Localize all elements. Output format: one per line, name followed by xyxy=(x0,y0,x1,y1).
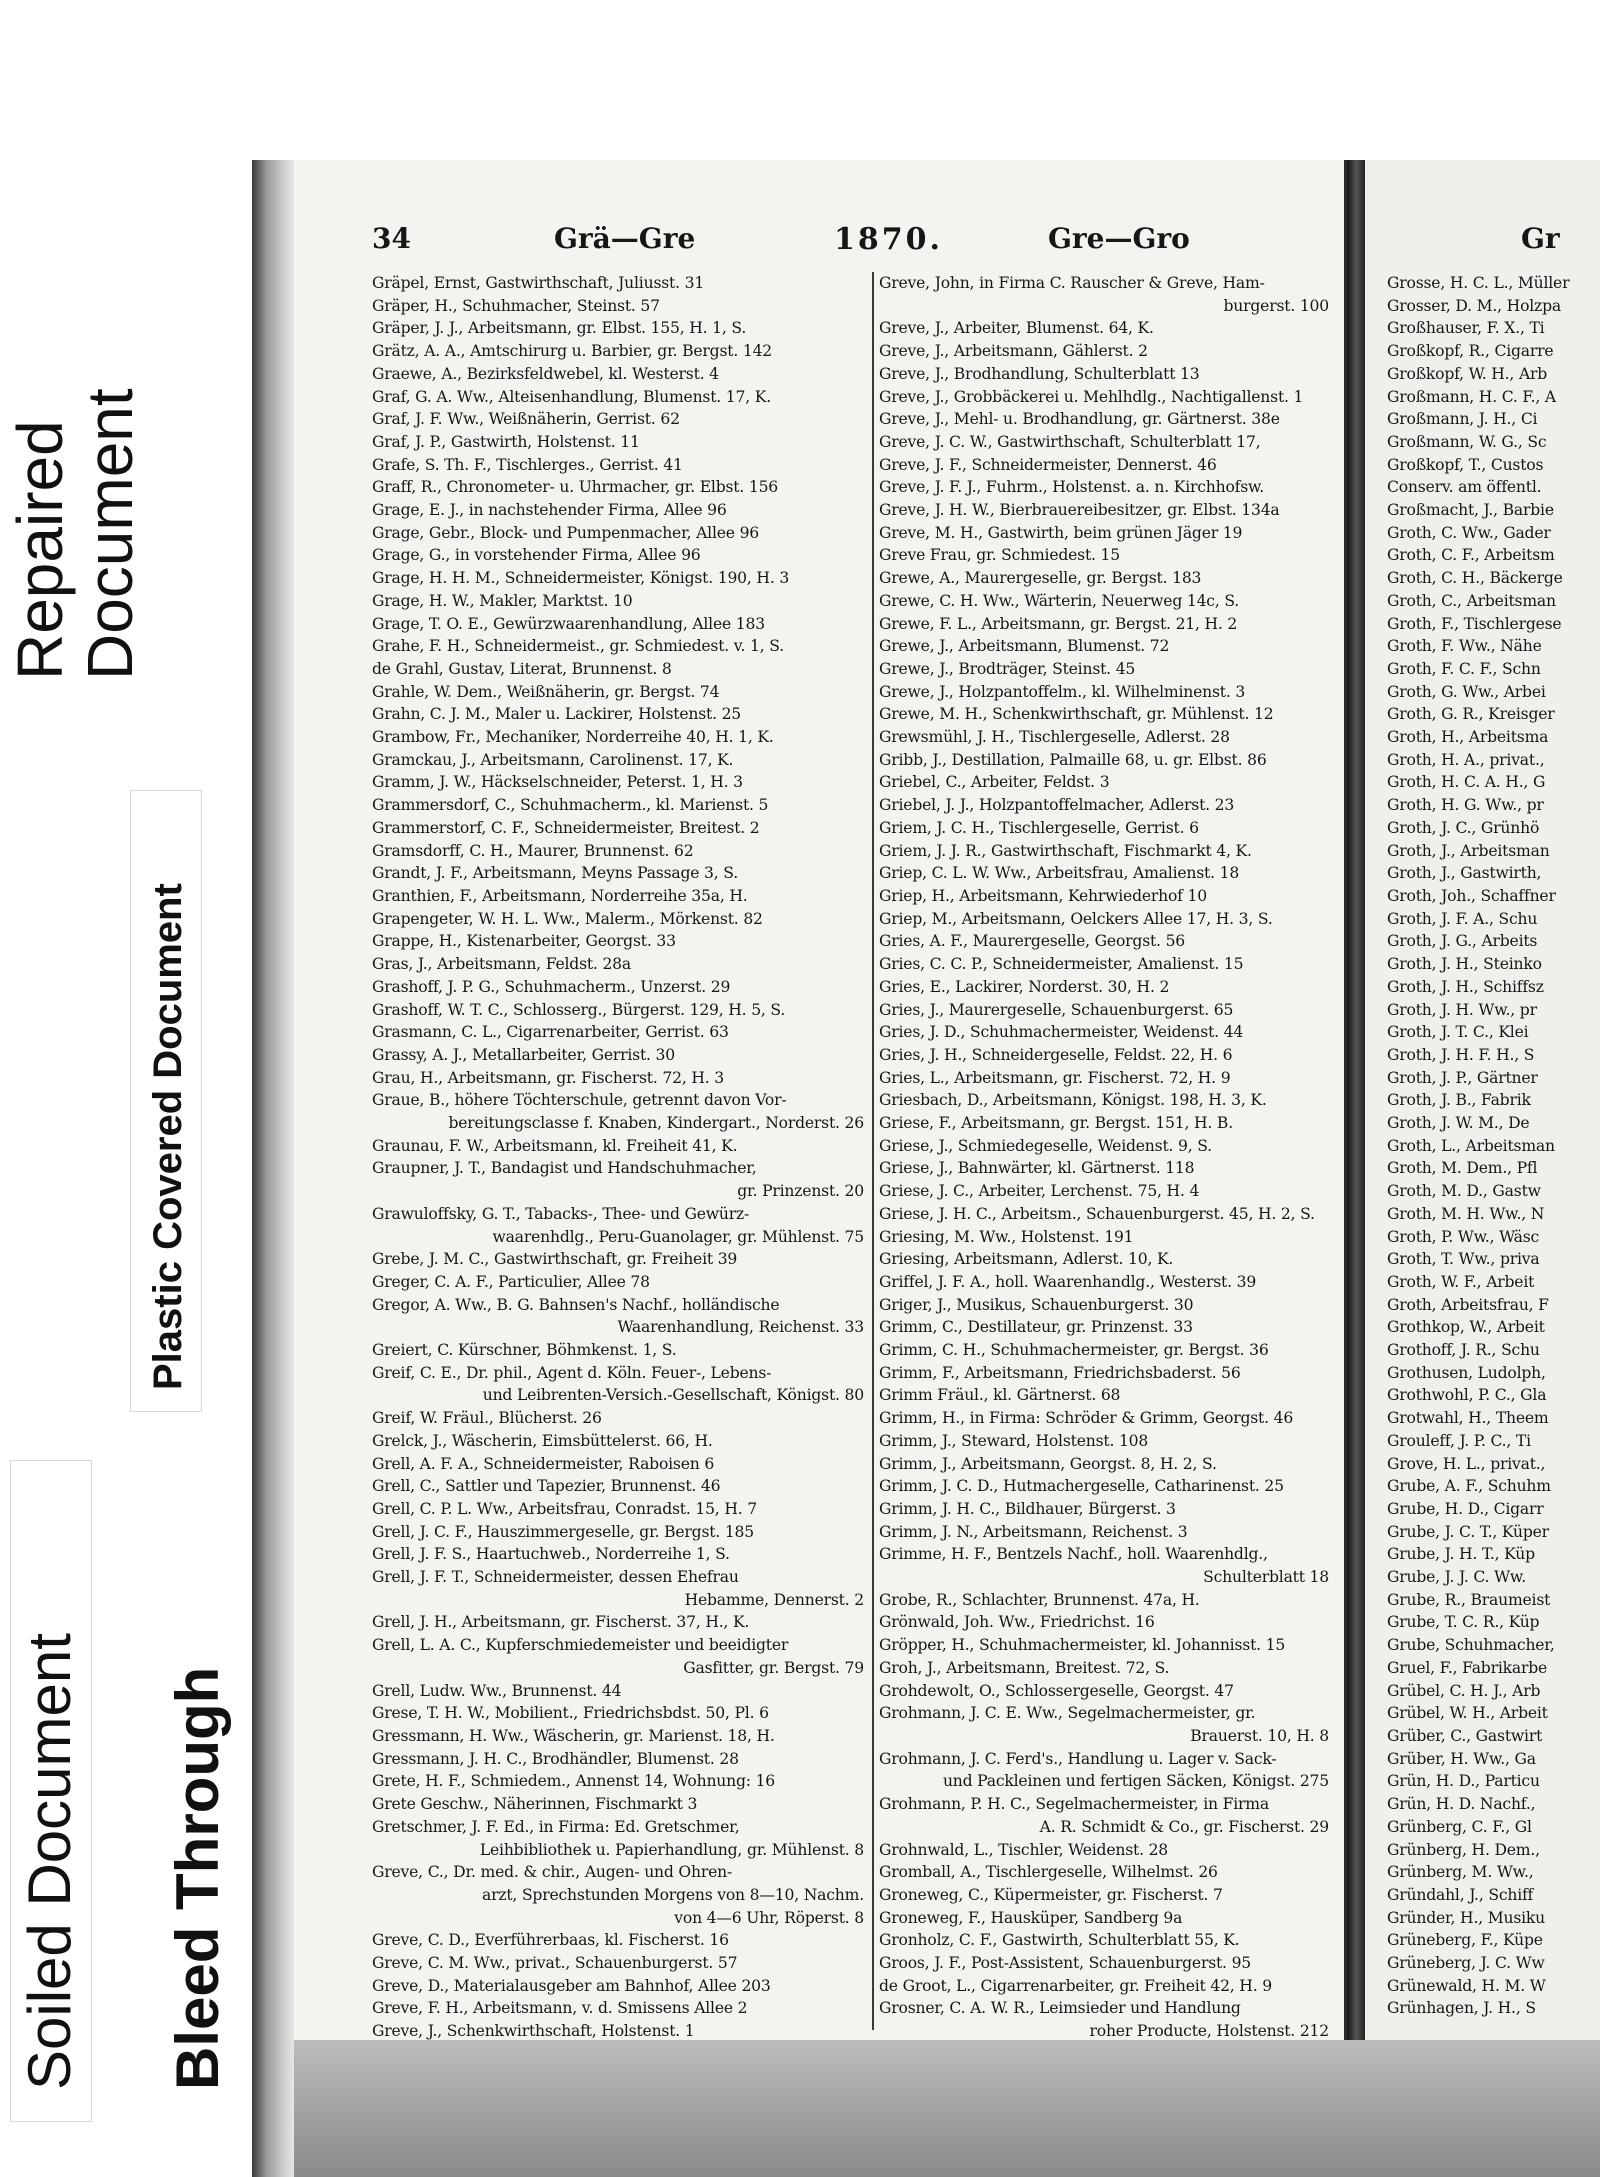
directory-entry: Grube, A. F., Schuhm xyxy=(1387,1477,1551,1496)
directory-entry: Grünberg, H. Dem., xyxy=(1387,1840,1540,1859)
directory-entry: Greve, C. D., Everführerbaas, kl. Fischerst. 16 xyxy=(372,1931,729,1950)
directory-entry: Gretschmer, J. F. Ed., in Firma: Ed. Gretschmer, xyxy=(372,1817,740,1836)
directory-entry: Gräper, H., Schuhmacher, Steinst. 57 xyxy=(372,296,660,315)
directory-entry: Grohmann, J. C. Ferd's., Handlung u. Lager v. Sack- xyxy=(879,1749,1277,1768)
directory-entry: Gries, J., Maurergeselle, Schauenburgerst. 65 xyxy=(879,1000,1234,1019)
directory-entry: Greve, J. H. W., Bierbrauereibesitzer, gr. Elbst. 134a xyxy=(879,501,1280,520)
directory-entry: Großkopf, R., Cigarre xyxy=(1387,342,1554,361)
directory-entry: Gregor, A. Ww., B. G. Bahnsen's Nachf., holländische xyxy=(372,1295,780,1314)
directory-entry: Groth, J. H., Steinko xyxy=(1387,955,1542,974)
directory-entry: Gressmann, J. H. C., Brodhändler, Blumenst. 28 xyxy=(372,1749,739,1768)
directory-entry: Grimm, J., Arbeitsmann, Georgst. 8, H. 2, S. xyxy=(879,1454,1217,1473)
repaired-document-tag xyxy=(4,388,146,680)
directory-entry: Grouleff, J. P. C., Ti xyxy=(1387,1431,1531,1450)
directory-entry: Grosse, H. C. L., Müller xyxy=(1387,274,1570,292)
directory-entry: Großhauser, F. X., Ti xyxy=(1387,319,1545,338)
directory-entry: roher Producte, Holstenst. 212 xyxy=(1089,2022,1329,2041)
directory-entry: Groth, P. Ww., Wäsc xyxy=(1387,1227,1540,1246)
directory-entry: Greve Frau, gr. Schmiedest. 15 xyxy=(879,546,1120,565)
directory-entry: Grapengeter, W. H. L. Ww., Malerm., Mörkenst. 82 xyxy=(372,909,763,928)
directory-entry: Grandt, J. F., Arbeitsmann, Meyns Passage 3, S. xyxy=(372,864,738,883)
directory-entry: Groth, J. G., Arbeits xyxy=(1387,932,1538,951)
directory-entry: Grün, H. D., Particu xyxy=(1387,1772,1540,1791)
directory-entry: Grewe, C. H. Ww., Wärterin, Neuerweg 14c, S. xyxy=(879,591,1240,610)
directory-entry: Gries, C. C. P., Schneidermeister, Amalienst. 15 xyxy=(879,955,1244,974)
directory-entry: Gries, E., Lackirer, Norderst. 30, H. 2 xyxy=(879,977,1170,996)
directory-entry: Groneweg, F., Hausküper, Sandberg 9a xyxy=(879,1908,1183,1927)
directory-entry: Grube, H. D., Cigarr xyxy=(1387,1499,1544,1518)
directory-entry: Greve, J. C. W., Gastwirthschaft, Schulterblatt 17, xyxy=(879,432,1261,451)
directory-entry: Greve, C. M. Ww., privat., Schauenburgerst. 57 xyxy=(372,1954,738,1973)
directory-entry: Griem, J. C. H., Tischlergeselle, Gerrist. 6 xyxy=(879,818,1199,837)
directory-entry: Grotwahl, H., Theem xyxy=(1387,1409,1549,1428)
directory-entry: Granthien, F., Arbeitsmann, Norderreihe 35a, H. xyxy=(372,886,748,905)
directory-entry: Gries, J. H., Schneidergeselle, Feldst. 22, H. 6 xyxy=(879,1045,1233,1064)
directory-entry: Griep, H., Arbeitsmann, Kehrwiederhof 10 xyxy=(879,886,1207,905)
directory-entry: Leihbibliothek u. Papierhandlung, gr. Mühlenst. 8 xyxy=(479,1840,864,1859)
directory-entry: Greiert, C. Kürschner, Böhmkenst. 1, S. xyxy=(372,1341,677,1360)
directory-entry: Grewe, F. L., Arbeitsmann, gr. Bergst. 21, H. 2 xyxy=(879,614,1238,633)
directory-entry: von 4—6 Uhr, Röperst. 8 xyxy=(674,1908,864,1927)
directory-entry: Grappe, H., Kistenarbeiter, Georgst. 33 xyxy=(372,932,676,951)
directory-entry: Gramsdorff, C. H., Maurer, Brunnenst. 62 xyxy=(372,841,694,860)
directory-entry: Gräper, J. J., Arbeitsmann, gr. Elbst. 155, H. 1, S. xyxy=(372,319,747,338)
directory-entry: Groth, W. F., Arbeit xyxy=(1387,1272,1535,1291)
directory-entry: Groth, F. C. F., Schn xyxy=(1387,659,1541,678)
directory-entry: Grimm, F., Arbeitsmann, Friedrichsbaderst. 56 xyxy=(879,1363,1241,1382)
repaired-tag-line1: Repaired xyxy=(4,420,76,680)
directory-entry: Groth, G. R., Kreisger xyxy=(1387,705,1555,724)
scanned-book-spread xyxy=(252,160,1600,2177)
right-range-heading: Gre—Gro xyxy=(1048,222,1190,255)
right-column xyxy=(879,272,1329,2043)
directory-entry: Großkopf, W. H., Arb xyxy=(1387,364,1548,383)
directory-entry: Groth, T. Ww., priva xyxy=(1387,1250,1540,1269)
directory-entry: Grahe, F. H., Schneidermeist., gr. Schmiedest. v. 1, S. xyxy=(372,637,784,656)
directory-entry: Grohdewolt, O., Schlossergeselle, Georgst. 47 xyxy=(879,1681,1234,1700)
page-number: 34 xyxy=(372,222,411,255)
directory-entry: und Packleinen und fertigen Säcken, Königst. 275 xyxy=(942,1772,1329,1791)
directory-entry: und Leibrenten-Versich.-Gesellschaft, Königst. 80 xyxy=(482,1386,864,1405)
directory-entry: Greve, J., Mehl- u. Brodhandlung, gr. Gärtnerst. 38e xyxy=(879,410,1280,429)
directory-entry: Grell, L. A. C., Kupferschmiedemeister und beeidigter xyxy=(372,1636,789,1655)
directory-entry: Greve, J., Brodhandlung, Schulterblatt 13 xyxy=(879,364,1200,383)
directory-entry: Groth, J. W. M., De xyxy=(1387,1114,1530,1133)
directory-entry: Griesing, M. Ww., Holstenst. 191 xyxy=(879,1227,1134,1246)
directory-entry: Grothusen, Ludolph, xyxy=(1387,1363,1546,1382)
directory-entry: Grün, H. D. Nachf., xyxy=(1387,1795,1536,1814)
directory-entry: Gronholz, C. F., Gastwirth, Schulterblatt 55, K. xyxy=(879,1931,1240,1950)
bleed-through-tag: Bleed Through xyxy=(164,1666,231,2090)
directory-entry: Grebe, J. M. C., Gastwirthschaft, gr. Freiheit 39 xyxy=(372,1250,738,1269)
directory-entry: Griese, J. C., Arbeiter, Lerchenst. 75, H. 4 xyxy=(879,1182,1200,1201)
directory-entry: Grell, A. F. A., Schneidermeister, Raboisen 6 xyxy=(372,1454,715,1473)
directory-entry: Groth, J. H. F. H., S xyxy=(1387,1045,1535,1064)
directory-entry: Groth, M. D., Gastw xyxy=(1387,1182,1541,1201)
directory-entry: Grube, T. C. R., Küp xyxy=(1387,1613,1540,1632)
directory-entry: Grohmann, J. C. E. Ww., Segelmachermeister, gr. xyxy=(879,1704,1256,1723)
directory-entry: Grube, Schuhmacher, xyxy=(1387,1636,1555,1655)
directory-entry: Grelck, J., Wäscherin, Eimsbüttelerst. 66, H. xyxy=(372,1431,713,1450)
directory-entry: Graf, G. A. Ww., Alteisenhandlung, Blumenst. 17, K. xyxy=(372,387,771,406)
directory-entry: Griebel, J. J., Holzpantoffelmacher, Adlerst. 23 xyxy=(879,796,1235,815)
directory-entry: Groth, J. H. Ww., pr xyxy=(1387,1000,1537,1019)
directory-entry: Großmacht, J., Barbie xyxy=(1387,501,1554,520)
directory-entry: Grell, J. F. T., Schneidermeister, dessen Ehefrau xyxy=(372,1568,739,1587)
directory-entry: Grönwald, Joh. Ww., Friedrichst. 16 xyxy=(879,1613,1155,1632)
directory-entry: Griese, J. H. C., Arbeitsm., Schauenburgerst. 45, H. 2, S. xyxy=(879,1204,1315,1223)
directory-entry: Groth, H. C. A. H., G xyxy=(1387,773,1546,792)
directory-entry: Groth, Arbeitsfrau, F xyxy=(1387,1295,1549,1314)
directory-entry: Greger, C. A. F., Particulier, Allee 78 xyxy=(372,1272,650,1291)
directory-entry: Griep, M., Arbeitsmann, Oelckers Allee 17, H. 3, S. xyxy=(879,909,1273,928)
directory-entry: Greve, J., Grobbäckerei u. Mehlhdlg., Nachtigallenst. 1 xyxy=(879,387,1304,406)
directory-entry: Grewe, J., Holzpantoffelm., kl. Wilhelminenst. 3 xyxy=(879,682,1246,701)
directory-entry: Grafe, S. Th. F., Tischlerges., Gerrist. 41 xyxy=(372,455,683,474)
directory-entry: Grohnwald, L., Tischler, Weidenst. 28 xyxy=(879,1840,1169,1859)
directory-entry: Grünhagen, J. H., S xyxy=(1387,1999,1536,2018)
facing-page-header: Gr xyxy=(1521,222,1560,255)
directory-entry: Greve, J., Arbeiter, Blumenst. 64, K. xyxy=(879,319,1154,338)
directory-entry: Grassy, A. J., Metallarbeiter, Gerrist. 30 xyxy=(372,1045,675,1064)
directory-entry: Grage, T. O. E., Gewürzwaarenhandlung, Allee 183 xyxy=(372,614,765,633)
directory-entry: Groth, F. Ww., Nähe xyxy=(1387,637,1542,656)
directory-entry: Grete Geschw., Näherinnen, Fischmarkt 3 xyxy=(372,1795,698,1814)
directory-entry: Grese, T. H. W., Mobilient., Friedrichsbdst. 50, Pl. 6 xyxy=(372,1704,769,1723)
directory-entry: Grau, H., Arbeitsmann, gr. Fischerst. 72, H. 3 xyxy=(372,1068,724,1087)
directory-entry: Groth, J. T. C., Klei xyxy=(1387,1023,1529,1042)
directory-entry: Grewe, J., Arbeitsmann, Blumenst. 72 xyxy=(879,637,1170,656)
directory-entry: Grimme, H. F., Bentzels Nachf., holl. Waarenhdlg., xyxy=(879,1545,1268,1564)
directory-entry: Graf, J. P., Gastwirth, Holstenst. 11 xyxy=(372,432,640,451)
directory-entry: Grube, J. H. T., Küp xyxy=(1387,1545,1535,1564)
directory-entry: Greve, D., Materialausgeber am Bahnhof, Allee 203 xyxy=(372,1976,771,1995)
directory-entry: Graewe, A., Bezirksfeldwebel, kl. Westerst. 4 xyxy=(372,364,719,383)
directory-entry: Grothoff, J. R., Schu xyxy=(1387,1341,1540,1360)
directory-entry: Grell, J. F. S., Haartuchweb., Norderreihe 1, S. xyxy=(372,1545,730,1564)
repaired-tag-line2: Document xyxy=(74,388,146,680)
directory-entry: Grammersdorf, C., Schuhmacherm., kl. Marienst. 5 xyxy=(372,796,769,815)
directory-entry: Groth, J. H., Schiffsz xyxy=(1387,977,1544,996)
directory-entry: Gries, J. D., Schuhmachermeister, Weidenst. 44 xyxy=(879,1023,1244,1042)
directory-entry: A. R. Schmidt & Co., gr. Fischerst. 29 xyxy=(1039,1817,1329,1836)
directory-entry: de Grahl, Gustav, Literat, Brunnenst. 8 xyxy=(372,659,672,678)
directory-entry: Grohmann, P. H. C., Segelmachermeister, in Firma xyxy=(879,1795,1269,1814)
directory-entry: Grahn, C. J. M., Maler u. Lackirer, Holstenst. 25 xyxy=(372,705,742,724)
directory-entry: Groth, H. G. Ww., pr xyxy=(1387,796,1544,815)
directory-entry: burgerst. 100 xyxy=(1223,296,1329,315)
directory-entry: Grell, J. H., Arbeitsmann, gr. Fischerst. 37, H., K. xyxy=(372,1613,750,1632)
directory-entry: Groh, J., Arbeitsmann, Breitest. 72, S. xyxy=(879,1658,1170,1677)
directory-entry: Graunau, F. W., Arbeitsmann, kl. Freiheit 41, K. xyxy=(372,1136,738,1155)
directory-entry: Groth, G. Ww., Arbei xyxy=(1387,682,1546,701)
directory-entry: Grawuloffsky, G. T., Tabacks-, Thee- und Gewürz- xyxy=(372,1204,750,1223)
directory-entry: Großmann, H. C. F., A xyxy=(1387,387,1556,406)
directory-entry: Grell, J. C. F., Hauszimmergeselle, gr. Bergst. 185 xyxy=(372,1522,754,1541)
directory-entry: Grätz, A. A., Amtschirurg u. Barbier, gr. Bergst. 142 xyxy=(372,342,773,361)
facing-page-column xyxy=(1387,272,1600,2020)
directory-entry: Grage, H. W., Makler, Marktst. 10 xyxy=(372,591,633,610)
page-header xyxy=(294,222,1344,262)
directory-entry: Greve, M. H., Gastwirth, beim grünen Jäger 19 xyxy=(879,523,1243,542)
directory-entry: Griep, C. L. W. Ww., Arbeitsfrau, Amalienst. 18 xyxy=(879,864,1240,883)
directory-entry: Gasfitter, gr. Bergst. 79 xyxy=(683,1658,864,1677)
directory-entry: Grewe, M. H., Schenkwirthschaft, gr. Mühlenst. 12 xyxy=(879,705,1274,724)
directory-entry: Grothkop, W., Arbeit xyxy=(1387,1318,1545,1337)
directory-entry: Grimm, J. N., Arbeitsmann, Reichenst. 3 xyxy=(879,1522,1188,1541)
directory-page xyxy=(294,160,1347,2040)
directory-entry: Groth, L., Arbeitsman xyxy=(1387,1136,1555,1155)
directory-entry: Groth, Joh., Schaffner xyxy=(1387,886,1556,905)
year-heading: 1870. xyxy=(834,222,943,257)
directory-entry: Griffel, J. F. A., holl. Waarenhandlg., Westerst. 39 xyxy=(879,1272,1257,1291)
directory-entry: de Groot, L., Cigarrenarbeiter, gr. Freiheit 42, H. 9 xyxy=(879,1976,1272,1995)
directory-entry: Groth, J. F. A., Schu xyxy=(1387,909,1538,928)
directory-entry: Grashoff, W. T. C., Schlosserg., Bürgerst. 129, H. 5, S. xyxy=(372,1000,786,1019)
directory-entry: Grimm, J. C. D., Hutmachergeselle, Catharinenst. 25 xyxy=(879,1477,1284,1496)
directory-entry: Greif, C. E., Dr. phil., Agent d. Köln. Feuer-, Lebens- xyxy=(372,1363,772,1382)
page-bottom-shadow xyxy=(294,2040,1600,2177)
soiled-document-tag: Soiled Document xyxy=(16,1633,83,2090)
directory-entry: Waarenhandlung, Reichenst. 33 xyxy=(617,1318,864,1337)
directory-entry: Groth, J. B., Fabrik xyxy=(1387,1091,1531,1110)
directory-entry: Greve, John, in Firma C. Rauscher & Greve, Ham- xyxy=(879,274,1265,292)
book-gutter xyxy=(1347,160,1365,2177)
directory-entry: Graff, R., Chronometer- u. Uhrmacher, gr. Elbst. 156 xyxy=(372,478,779,497)
directory-entry: gr. Prinzenst. 20 xyxy=(737,1182,864,1201)
directory-entry: Grage, G., in vorstehender Firma, Allee 96 xyxy=(372,546,701,565)
directory-entry: Groth, J., Gastwirth, xyxy=(1387,864,1542,883)
directory-entry: Groth, C. F., Arbeitsm xyxy=(1387,546,1555,565)
directory-entry: Grell, C. P. L. Ww., Arbeitsfrau, Conradst. 15, H. 7 xyxy=(372,1499,757,1518)
directory-entry: Grosser, D. M., Holzpa xyxy=(1387,296,1561,315)
facing-page xyxy=(1365,160,1600,2040)
directory-entry: Gries, L., Arbeitsmann, gr. Fischerst. 72, H. 9 xyxy=(879,1068,1231,1087)
directory-entry: Grage, H. H. M., Schneidermeister, Königst. 190, H. 3 xyxy=(372,569,790,588)
directory-entry: Grübel, C. H. J., Arb xyxy=(1387,1681,1541,1700)
directory-entry: Gräpel, Ernst, Gastwirthschaft, Juliusst. 31 xyxy=(372,274,705,292)
directory-entry: Grambow, Fr., Mechaniker, Norderreihe 40, H. 1, K. xyxy=(372,728,774,747)
directory-entry: Schulterblatt 18 xyxy=(1203,1568,1329,1587)
directory-entry: Groth, J. P., Gärtner xyxy=(1387,1068,1538,1087)
directory-entry: Großkopf, T., Custos xyxy=(1387,455,1544,474)
directory-entry: Grewsmühl, J. H., Tischlergeselle, Adlerst. 28 xyxy=(879,728,1230,747)
directory-entry: Grimm, J. H. C., Bildhauer, Bürgerst. 3 xyxy=(879,1499,1176,1518)
directory-entry: Grasmann, C. L., Cigarrenarbeiter, Gerrist. 63 xyxy=(372,1023,729,1042)
directory-entry: Griesing, Arbeitsmann, Adlerst. 10, K. xyxy=(879,1250,1174,1269)
directory-entry: Groth, M. Dem., Pfl xyxy=(1387,1159,1538,1178)
directory-entry: Grünberg, M. Ww., xyxy=(1387,1863,1534,1882)
directory-entry: Brauerst. 10, H. 8 xyxy=(1190,1727,1329,1745)
directory-entry: Gründer, H., Musiku xyxy=(1387,1908,1546,1927)
directory-entry: Greve, J., Arbeitsmann, Gählerst. 2 xyxy=(879,342,1148,361)
directory-entry: Gribb, J., Destillation, Palmaille 68, u. gr. Elbst. 86 xyxy=(879,750,1267,769)
directory-entry: Conserv. am öffentl. xyxy=(1387,478,1542,497)
directory-entry: Grimm, C., Destillateur, gr. Prinzenst. 33 xyxy=(879,1318,1193,1337)
directory-entry: Grüber, C., Gastwirt xyxy=(1387,1727,1543,1745)
directory-entry: Griesbach, D., Arbeitsmann, Königst. 198, H. 3, K. xyxy=(879,1091,1267,1110)
directory-entry: Gras, J., Arbeitsmann, Feldst. 28a xyxy=(372,955,631,974)
directory-entry: Groth, J. C., Grünhö xyxy=(1387,818,1540,837)
directory-entry: Griese, J., Schmiedegeselle, Weidenst. 9, S. xyxy=(879,1136,1212,1155)
directory-entry: Greve, F. H., Arbeitsmann, v. d. Smissens Allee 2 xyxy=(372,1999,748,2018)
directory-entry: Greve, J., Schenkwirthschaft, Holstenst. 1 xyxy=(372,2022,695,2041)
directory-entry: Grüneberg, J. C. Ww xyxy=(1387,1954,1545,1973)
directory-entry: Grobe, R., Schlachter, Brunnenst. 47a, H. xyxy=(879,1590,1200,1609)
directory-entry: Grübel, W. H., Arbeit xyxy=(1387,1704,1548,1723)
directory-entry: Gressmann, H. Ww., Wäscherin, gr. Marienst. 18, H. xyxy=(372,1727,775,1745)
column-divider xyxy=(872,272,874,2030)
directory-entry: Großmann, J. H., Ci xyxy=(1387,410,1538,429)
directory-entry: Graue, B., höhere Töchterschule, getrennt davon Vor- xyxy=(372,1091,787,1110)
directory-entry: Grüber, H. Ww., Ga xyxy=(1387,1749,1536,1768)
directory-entry: Grashoff, J. P. G., Schuhmacherm., Unzerst. 29 xyxy=(372,977,731,996)
directory-entry: Groth, C. Ww., Gader xyxy=(1387,523,1551,542)
directory-entry: Großmann, W. G., Sc xyxy=(1387,432,1547,451)
directory-entry: Graf, J. F. Ww., Weißnäherin, Gerrist. 62 xyxy=(372,410,680,429)
directory-entry: Grove, H. L., privat., xyxy=(1387,1454,1546,1473)
directory-entry: Groth, H. A., privat., xyxy=(1387,750,1545,769)
directory-entry: Griebel, C., Arbeiter, Feldst. 3 xyxy=(879,773,1110,792)
directory-entry: Grünewald, H. M. W xyxy=(1387,1976,1546,1995)
directory-entry: Groth, J., Arbeitsman xyxy=(1387,841,1550,860)
directory-entry: Griger, J., Musikus, Schauenburgerst. 30 xyxy=(879,1295,1194,1314)
directory-entry: Grothwohl, P. C., Gla xyxy=(1387,1386,1547,1405)
directory-entry: Groos, J. F., Post-Assistent, Schauenburgerst. 95 xyxy=(879,1954,1252,1973)
directory-entry: Gromball, A., Tischlergeselle, Wilhelmst. 26 xyxy=(879,1863,1218,1882)
directory-entry: Gries, A. F., Maurergeselle, Georgst. 56 xyxy=(879,932,1186,951)
directory-entry: Grimm, J., Steward, Holstenst. 108 xyxy=(879,1431,1149,1450)
directory-entry: Grosner, C. A. W. R., Leimsieder und Handlung xyxy=(879,1999,1241,2018)
directory-entry: Groth, H., Arbeitsma xyxy=(1387,728,1549,747)
directory-entry: Greif, W. Fräul., Blücherst. 26 xyxy=(372,1409,602,1428)
directory-entry: Grewe, J., Brodträger, Steinst. 45 xyxy=(879,659,1136,678)
directory-entry: arzt, Sprechstunden Morgens von 8—10, Nachm. xyxy=(482,1885,864,1904)
directory-entry: Greve, J. F., Schneidermeister, Dennerst. 46 xyxy=(879,455,1217,474)
directory-entry: Hebamme, Dennerst. 2 xyxy=(684,1590,864,1609)
directory-entry: Grimm Fräul., kl. Gärtnerst. 68 xyxy=(879,1386,1121,1405)
directory-entry: Grammerstorf, C. F., Schneidermeister, Breitest. 2 xyxy=(372,818,760,837)
directory-entry: Grimm, C. H., Schuhmachermeister, gr. Bergst. 36 xyxy=(879,1341,1269,1360)
directory-entry: Grage, Gebr., Block- und Pumpenmacher, Allee 96 xyxy=(372,523,760,542)
directory-entry: Grube, J. J. C. Ww. xyxy=(1387,1568,1526,1587)
directory-entry: Grell, C., Sattler und Tapezier, Brunnenst. 46 xyxy=(372,1477,721,1496)
page-edge-shadow xyxy=(252,160,294,2177)
plastic-covered-tag: Plastic Covered Document xyxy=(146,883,190,1390)
directory-entry: Grimm, H., in Firma: Schröder & Grimm, Georgst. 46 xyxy=(879,1409,1294,1428)
directory-entry: Groth, C. H., Bäckerge xyxy=(1387,569,1563,588)
directory-entry: Grewe, A., Maurergeselle, gr. Bergst. 183 xyxy=(879,569,1202,588)
directory-entry: Grüneberg, F., Küpe xyxy=(1387,1931,1543,1950)
directory-entry: Grünberg, C. F., Gl xyxy=(1387,1817,1532,1836)
directory-entry: Griese, F., Arbeitsmann, gr. Bergst. 151, H. B. xyxy=(879,1114,1233,1133)
directory-entry: Greve, C., Dr. med. & chir., Augen- und Ohren- xyxy=(372,1863,733,1882)
directory-entry: Gruel, F., Fabrikarbe xyxy=(1387,1658,1548,1677)
directory-entry: Grage, E. J., in nachstehender Firma, Allee 96 xyxy=(372,501,727,520)
directory-entry: Grell, Ludw. Ww., Brunnenst. 44 xyxy=(372,1681,622,1700)
directory-entry: Groth, C., Arbeitsman xyxy=(1387,591,1556,610)
directory-entry: Grahle, W. Dem., Weißnäherin, gr. Bergst. 74 xyxy=(372,682,720,701)
directory-entry: waarenhdlg., Peru-Guanolager, gr. Mühlenst. 75 xyxy=(492,1227,864,1246)
directory-entry: Gramckau, J., Arbeitsmann, Carolinenst. 17, K. xyxy=(372,750,734,769)
directory-entry: Gröpper, H., Schuhmachermeister, kl. Johannisst. 15 xyxy=(879,1636,1286,1655)
directory-entry: bereitungsclasse f. Knaben, Kindergart., Norderst. 26 xyxy=(448,1114,864,1133)
left-range-heading: Grä—Gre xyxy=(554,222,696,255)
directory-entry: Gründahl, J., Schiff xyxy=(1387,1885,1534,1904)
directory-entry: Groth, F., Tischlergese xyxy=(1387,614,1562,633)
directory-entry: Grube, R., Braumeist xyxy=(1387,1590,1551,1609)
directory-entry: Griem, J. J. R., Gastwirthschaft, Fischmarkt 4, K. xyxy=(879,841,1252,860)
directory-entry: Greve, J. F. J., Fuhrm., Holstenst. a. n. Kirchhofsw. xyxy=(879,478,1265,497)
directory-entry: Gramm, J. W., Häckselschneider, Peterst. 1, H. 3 xyxy=(372,773,743,792)
directory-entry: Grube, J. C. T., Küper xyxy=(1387,1522,1549,1541)
directory-entry: Griese, J., Bahnwärter, kl. Gärtnerst. 118 xyxy=(879,1159,1195,1178)
directory-entry: Grete, H. F., Schmiedem., Annenst 14, Wohnung: 16 xyxy=(372,1772,776,1791)
left-column xyxy=(372,272,864,2043)
directory-entry: Groneweg, C., Küpermeister, gr. Fischerst. 7 xyxy=(879,1885,1223,1904)
directory-entry: Graupner, J. T., Bandagist und Handschuhmacher, xyxy=(372,1159,757,1178)
directory-entry: Groth, M. H. Ww., N xyxy=(1387,1204,1545,1223)
